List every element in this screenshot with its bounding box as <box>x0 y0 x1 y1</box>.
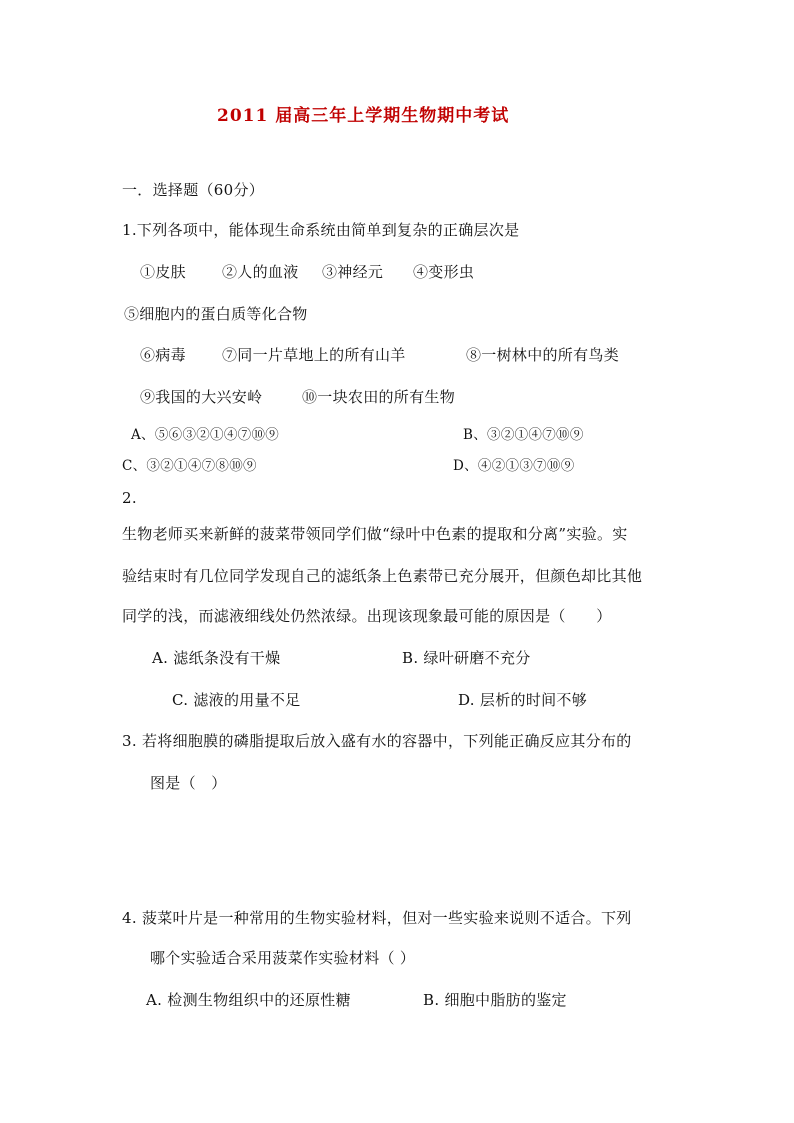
q1-option-d: D、④②①③⑦⑩⑨ <box>453 458 575 474</box>
q1-item: ⑥病毒 <box>140 346 186 364</box>
section-heading: 一．选择题（60分） <box>122 181 265 199</box>
q2-stem-line: 生物老师买来新鲜的菠菜带领同学们做“绿叶中色素的提取和分离”实验。实 <box>122 525 628 543</box>
q1-item: ④变形虫 <box>413 263 475 281</box>
q4-stem-line: 哪个实验适合采用菠菜作实验材料（ ） <box>150 949 416 967</box>
q2-option-d: D. 层析的时间不够 <box>458 691 588 709</box>
q2-number: 2. <box>122 489 137 507</box>
q1-item: ⑦同一片草地上的所有山羊 <box>222 346 406 364</box>
q3-stem-line: 图是（ ） <box>150 774 227 792</box>
q2-option-a: A. 滤纸条没有干燥 <box>152 649 281 667</box>
page-title: 2011 届高三年上学期生物期中考试 <box>217 106 510 126</box>
q1-item: ②人的血液 <box>222 263 299 281</box>
q4-option-a: A. 检测生物组织中的还原性糖 <box>146 991 351 1009</box>
q1-item: ⑧一树林中的所有鸟类 <box>466 346 620 364</box>
q1-item: ⑨我国的大兴安岭 <box>140 388 263 406</box>
q4-option-b: B. 细胞中脂肪的鉴定 <box>423 991 567 1009</box>
q2-option-c: C. 滤液的用量不足 <box>172 691 301 709</box>
q1-item: ①皮肤 <box>140 263 186 281</box>
q1-item: ⑤细胞内的蛋白质等化合物 <box>124 305 308 323</box>
q4-stem-line: 4. 菠菜叶片是一种常用的生物实验材料，但对一些实验来说则不适合。下列 <box>122 909 632 927</box>
q3-stem-line: 3. 若将细胞膜的磷脂提取后放入盛有水的容器中，下列能正确反应其分布的 <box>122 732 632 750</box>
q1-option-c: C、③②①④⑦⑧⑩⑨ <box>122 458 257 474</box>
q2-option-b: B. 绿叶研磨不充分 <box>402 649 531 667</box>
q2-stem-line: 验结束时有几位同学发现自己的滤纸条上色素带已充分展开，但颜色却比其他 <box>122 567 643 585</box>
q1-item: ⑩一块农田的所有生物 <box>302 388 456 406</box>
q1-item: ③神经元 <box>322 263 384 281</box>
q1-option-b: B、③②①④⑦⑩⑨ <box>463 427 584 443</box>
q1-stem: 1.下列各项中，能体现生命系统由简单到复杂的正确层次是 <box>122 221 520 239</box>
q1-option-a: A、⑤⑥③②①④⑦⑩⑨ <box>131 427 280 443</box>
q2-stem-line: 同学的浅，而滤液细线处仍然浓绿。出现该现象最可能的原因是（ ） <box>122 607 612 625</box>
